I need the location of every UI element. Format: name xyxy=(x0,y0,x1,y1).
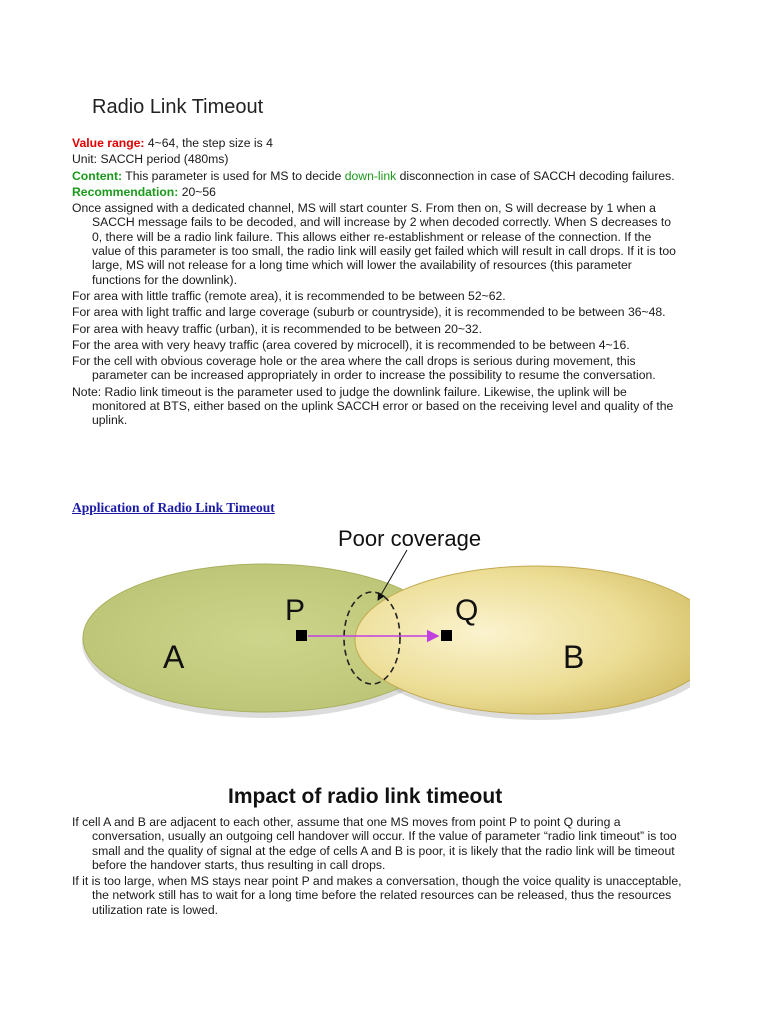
explanation-text xyxy=(72,815,692,919)
value-range-text: 4~64, the step size is 4 xyxy=(144,136,273,150)
paragraph: Once assigned with a dedicated channel, MS will start counter S. From then on, S will decrease by 1 when a SACCH message fails to be decoded, and will increase by 2 when decoded correctly. When S decreases to 0, there will be a radio link failure. This allows either re-establishment or release of the connection. If the value of this parameter is too small, the radio link will easily get failed which will result in call drops. If it is too large, MS will not release for a long time which will lower the availability of resources (this parameter functions for the downlink). xyxy=(72,201,676,287)
value-range-line xyxy=(72,136,682,150)
paragraph: For the area with very heavy traffic (area covered by microcell), it is recommended to be between 4~16. xyxy=(72,337,630,352)
cell-a-label: A xyxy=(163,639,185,675)
application-heading-link[interactable]: Application of Radio Link Timeout xyxy=(72,500,275,515)
content-text-pre: This parameter is used for MS to decide xyxy=(122,168,345,183)
point-q-label: Q xyxy=(455,594,479,627)
diagram-caption: Impact of radio link timeout xyxy=(228,785,503,808)
cell-b-label: B xyxy=(563,639,585,675)
content-downlink-highlight: down-link xyxy=(344,168,397,183)
content-label: Content: xyxy=(72,168,123,183)
paragraph: For area with light traffic and large coverage (suburb or countryside), it is recommended to be between 36~48. xyxy=(72,305,666,320)
unit-line: Unit: SACCH period (480ms) xyxy=(72,152,229,167)
note-paragraph: Note: Radio link timeout is the parameter used to judge the downlink failure. Likewise, the uplink will be monitored at BTS, either based on the uplink SACCH error or based on the receiving level and quality of the uplink. xyxy=(72,384,674,428)
recommendation-label: Recommendation: xyxy=(72,184,179,199)
recommendation-text: 20~56 xyxy=(178,184,216,199)
explanation-paragraph: If it is too large, when MS stays near point P and makes a conversation, though the voice quality is unacceptable, the network still has to wait for a long time before the related resources can be released, thus the resources utilization rate is lowed. xyxy=(72,874,682,917)
point-q-marker xyxy=(441,630,452,641)
paragraph: For area with heavy traffic (urban), it is recommended to be between 20~32. xyxy=(72,321,482,336)
explanation-paragraph: If cell A and B are adjacent to each other, assume that one MS moves from point P to point Q during a conversation, usually an outgoing cell handover will occur. If the value of parameter “radio link timeout” is too small and the quality of signal at the edge of cells A and B is poor, it is likely that the radio link will be timeout before the handover starts, thus resulting in call drops. xyxy=(72,815,677,872)
poor-coverage-label: Poor coverage xyxy=(338,526,482,551)
coverage-diagram xyxy=(70,520,690,820)
point-p-label: P xyxy=(285,594,306,627)
point-p-marker xyxy=(296,630,307,641)
value-range-label: Value range: xyxy=(72,136,145,150)
paragraph: For area with little traffic (remote area), it is recommended to be between 52~62. xyxy=(72,288,506,303)
content-text-post: disconnection in case of SACCH decoding failures. xyxy=(396,168,675,183)
content-line xyxy=(72,169,682,183)
recommendation-line xyxy=(72,185,682,199)
page-title: Radio Link Timeout xyxy=(92,96,264,118)
paragraph: For the cell with obvious coverage hole or the area where the call drops is serious during movement, this parameter can be increased appropriately in order to increase the possibility to resume the conversation. xyxy=(72,354,656,383)
parameter-description xyxy=(72,136,682,430)
